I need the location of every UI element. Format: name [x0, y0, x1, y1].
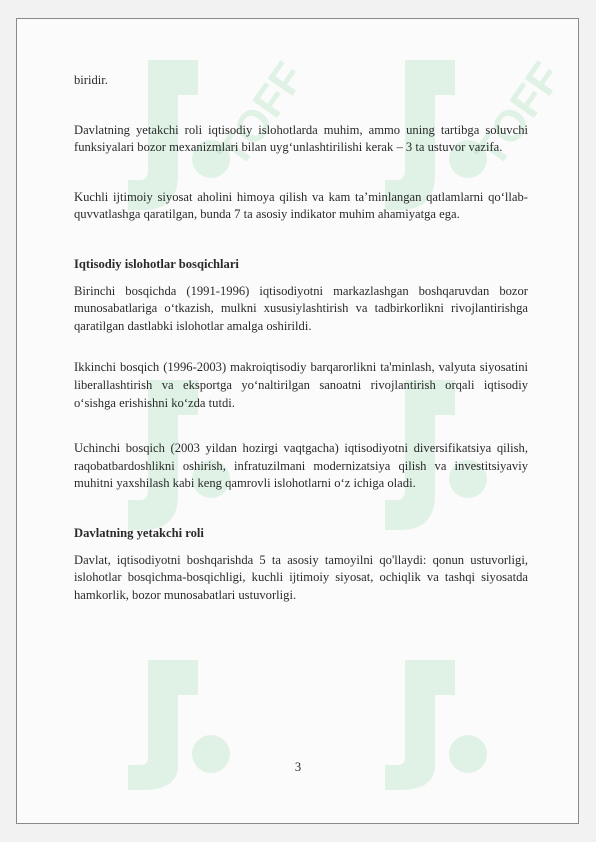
paragraph: Davlatning yetakchi roli iqtisodiy islohotlarda muhim, ammo uning tartibga soluvchi funksiyalari bozor mexanizmlari bilan uyg‘unlashtirilishi kerak – 3 ta ustuvor vazifa. [74, 122, 528, 155]
watermark-text: TOFF [208, 53, 315, 176]
watermark-text: TOFF [465, 53, 572, 176]
paragraph: biridir. [74, 73, 108, 87]
paragraph: Kuchli ijtimoiy siyosat aholini himoya qilish va kam ta’minlangan qatlamlarni qo‘llab-quvvatlashga qaratilgan, bunda 7 ta asosiy indikator muhim ahamiyatga ega. [74, 189, 528, 222]
paragraph: Birinchi bosqichda (1991-1996) iqtisodiyotni markazlashgan boshqaruvdan bozor munosabatlariga o‘tkazish, mulkni xususiylashtirish va tadbirkorlikni rivojlantirishga qaratilgan dastlabki islohotlar amalga oshirildi. [74, 283, 528, 333]
paragraph: Uchinchi bosqich (2003 yildan hozirgi vaqtgacha) iqtisodiyotni diversifikatsiya qilish, raqobatbardoshlikni oshirish, infratuzilmani modernizatsiya qilish va investitsiyaviy muhitni yaxshilash kabi keng qamrovli islohotlarni o‘z ichiga oladi. [74, 441, 528, 491]
paragraph: Ikkinchi bosqich (1996-2003) makroiqtisodiy barqarorlikni ta'minlash, valyuta siyosatini liberallashtirish va eksportga yo‘naltirilgan sanoatni rivojlantirish orqali iqtisodiy o‘sishga erishishni ko‘zda tutdi. [74, 360, 528, 410]
document-body [74, 72, 528, 604]
page-number: 3 [294, 760, 302, 774]
section-heading: Iqtisodiy islohotlar bosqichlari [74, 256, 239, 271]
section-heading: Davlatning yetakchi roli [74, 525, 204, 540]
paragraph: Davlat, iqtisodiyotni boshqarishda 5 ta asosiy tamoyilni qo'llaydi: qonun ustuvorligi, islohotlar bosqichma-bosqichligi, kuchli ijtimoiy siyosat, ochiqlik va tashqi siyosatda hamkorlik, bozor munosabatlari ustuvorligi. [74, 552, 528, 602]
